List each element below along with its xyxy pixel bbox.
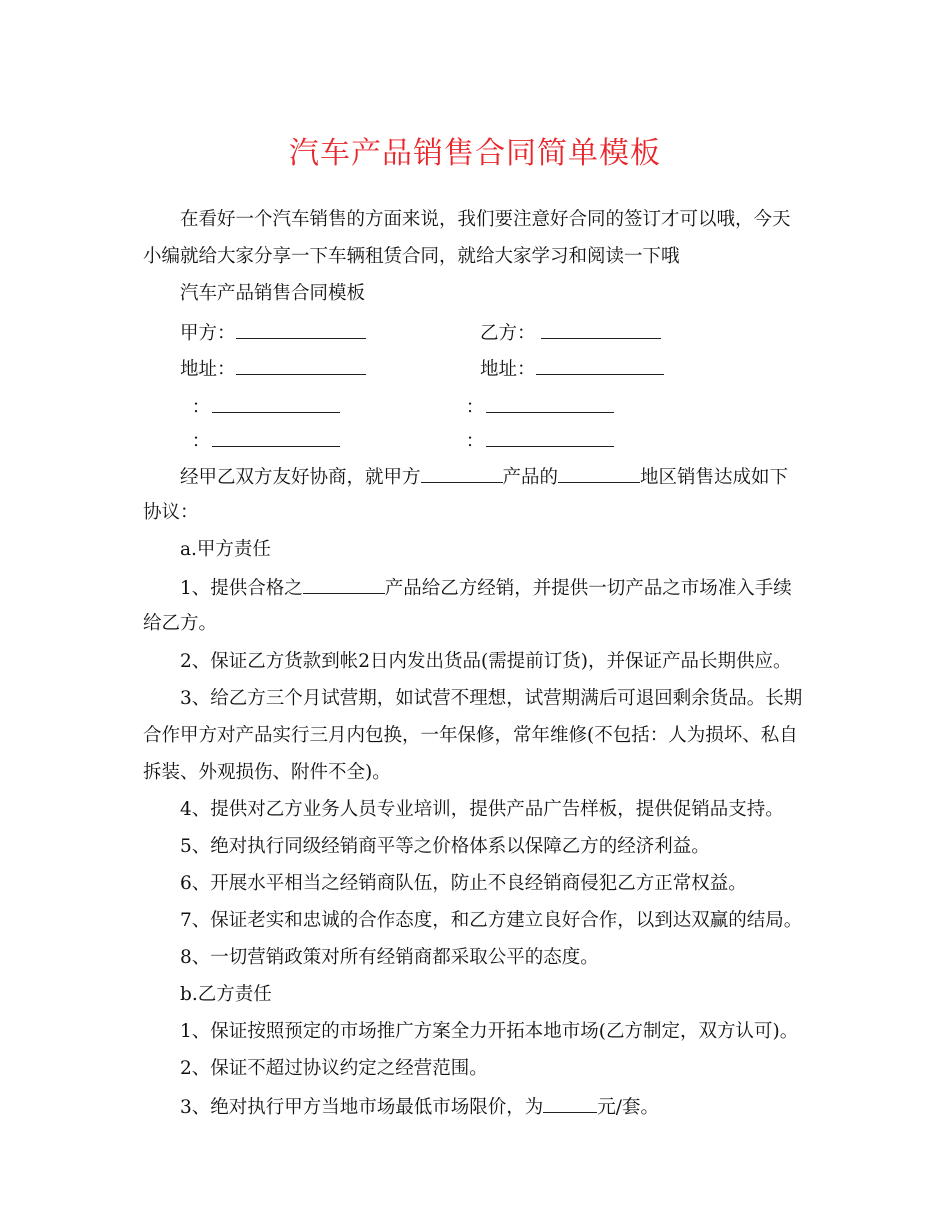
template-heading: 汽车产品销售合同模板 — [180, 283, 366, 304]
party-a-extra-colon-1: ： — [191, 397, 211, 418]
party-a-address-label: 地址： — [180, 359, 236, 380]
intro-line-1: 在看好一个汽车销售的方面来说，我们要注意好合同的签订才可以哦，今天 — [180, 209, 791, 230]
party-a-extra-row-1 — [190, 394, 340, 420]
agreement-line-1 — [180, 464, 788, 490]
document-title: 汽车产品销售合同简单模板 — [289, 136, 661, 171]
section-b-item-3 — [180, 1094, 659, 1120]
party-b-extra-row-1 — [464, 394, 614, 420]
agreement-part-2: 产品的 — [502, 467, 559, 488]
agreement-part-1: 经甲乙双方友好协商，就甲方 — [180, 467, 421, 488]
party-a-extra-blank-1[interactable] — [212, 394, 340, 413]
party-b-address-blank[interactable] — [536, 356, 664, 375]
section-b-item-3-text-b: 元/套。 — [597, 1097, 660, 1118]
agreement-region-blank[interactable] — [558, 464, 640, 483]
agreement-part-3: 地区销售达成如下 — [640, 467, 789, 488]
party-a-extra-row-2 — [190, 428, 340, 454]
section-a-item-2: 2、保证乙方货款到帐2日内发出货品(需提前订货)，并保证产品长期供应。 — [180, 651, 792, 672]
party-b-extra-blank-2[interactable] — [486, 428, 614, 447]
section-a-item-1-line-1 — [180, 575, 792, 601]
agreement-line-2: 协议： — [143, 502, 199, 523]
party-a-extra-blank-2[interactable] — [212, 428, 340, 447]
party-a-extra-colon-2: ： — [191, 431, 211, 452]
section-a-item-7: 7、保证老实和忠诚的合作态度，和乙方建立良好合作，以到达双赢的结局。 — [180, 910, 803, 931]
section-a-item-1-line-2: 给乙方。 — [143, 613, 218, 634]
party-a-row — [180, 320, 366, 346]
section-a-item-3-line-1: 3、给乙方三个月试营期，如试营不理想，试营期满后可退回剩余货品。长期 — [180, 688, 803, 709]
section-a-item-3-line-2: 合作甲方对产品实行三月内包换，一年保修，常年维修(不包括：人为损坏、私自 — [143, 725, 798, 746]
agreement-product-blank[interactable] — [421, 464, 503, 483]
section-b-item-1: 1、保证按照预定的市场推广方案全力开拓本地市场(乙方制定，双方认可)。 — [180, 1021, 799, 1042]
section-a-item-4: 4、提供对乙方业务人员专业培训，提供产品广告样板，提供促销品支持。 — [180, 799, 784, 820]
section-b-item-2: 2、保证不超过协议约定之经营范围。 — [180, 1058, 488, 1079]
section-b-item-3-text-a: 3、绝对执行甲方当地市场最低市场限价，为 — [180, 1097, 544, 1118]
party-b-address-row — [480, 356, 664, 382]
party-b-extra-colon-1: ： — [465, 397, 485, 418]
party-b-extra-row-2 — [464, 428, 614, 454]
party-b-extra-colon-2: ： — [465, 431, 485, 452]
section-a-heading: a.甲方责任 — [180, 539, 271, 560]
party-b-blank[interactable] — [541, 320, 661, 339]
section-a-item-5: 5、绝对执行同级经销商平等之价格体系以保障乙方的经济利益。 — [180, 836, 710, 857]
section-b-item-3-price-blank[interactable] — [543, 1094, 597, 1113]
section-a-item-8: 8、一切营销政策对所有经销商都采取公平的态度。 — [180, 947, 599, 968]
party-a-label: 甲方： — [180, 323, 236, 344]
party-a-address-row — [180, 356, 366, 382]
party-a-address-blank[interactable] — [236, 356, 366, 375]
party-b-extra-blank-1[interactable] — [486, 394, 614, 413]
section-a-item-1-blank[interactable] — [303, 575, 385, 594]
section-a-item-3-line-3: 拆装、外观损伤、附件不全)。 — [143, 762, 391, 783]
section-a-item-1-text-a: 1、提供合格之 — [180, 578, 303, 599]
party-b-label: 乙方： — [480, 323, 536, 344]
section-b-heading: b.乙方责任 — [180, 984, 272, 1005]
party-b-address-label: 地址： — [480, 359, 536, 380]
section-a-item-6: 6、开展水平相当之经销商队伍，防止不良经销商侵犯乙方正常权益。 — [180, 873, 747, 894]
party-a-blank[interactable] — [236, 320, 366, 339]
intro-line-2: 小编就给大家分享一下车辆租赁合同，就给大家学习和阅读一下哦 — [143, 246, 680, 267]
section-a-item-1-text-b: 产品给乙方经销，并提供一切产品之市场准入手续 — [384, 578, 792, 599]
party-b-row — [480, 320, 661, 346]
